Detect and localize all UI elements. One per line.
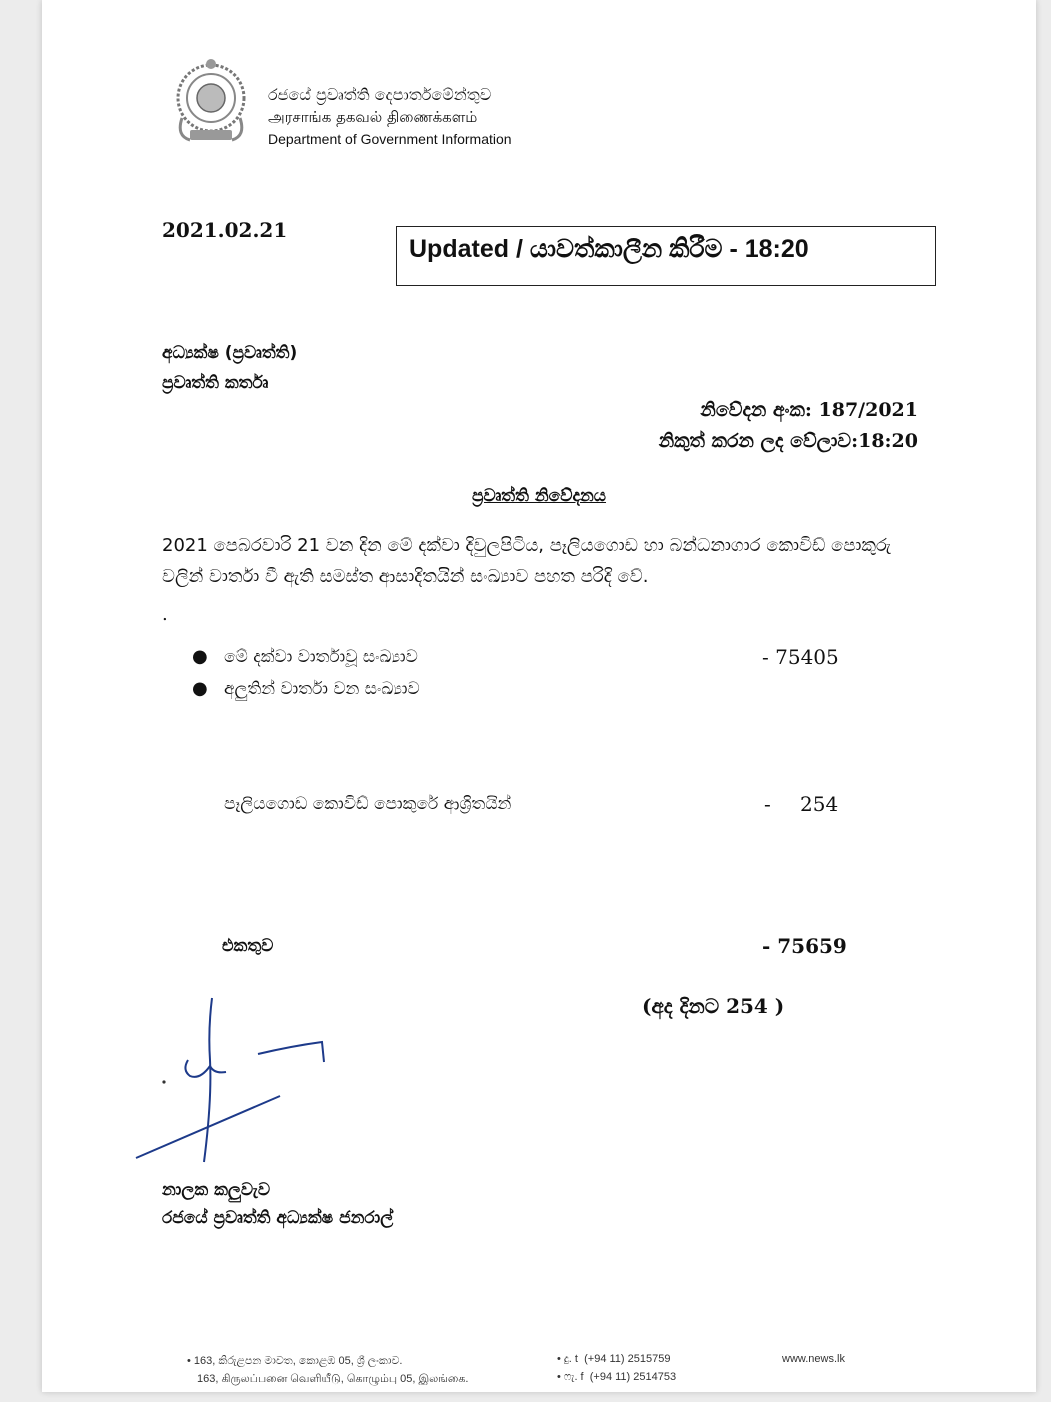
fax-number: (+94 11) 2514753 <box>589 1371 677 1383</box>
bullet-icon: ● <box>192 678 208 699</box>
bullet-icon: • <box>557 1371 564 1383</box>
release-subject: ප්‍රවෘත්ති නිවේදනය <box>471 486 607 506</box>
addressee-line-1: අධ්‍යක්ෂ (ප්‍රවෘත්ති) <box>162 343 298 363</box>
stray-dot: . <box>162 604 168 625</box>
list-item <box>192 646 418 667</box>
item-value: - 75405 <box>762 645 839 669</box>
signatory-block <box>162 1176 393 1232</box>
dept-name-sinhala: රජයේ ප්‍රවෘත්ති දෙපාර්තමේන්තුව <box>268 85 492 104</box>
sub-item-dash: - <box>764 792 771 816</box>
total-label: එකතුව <box>222 936 274 956</box>
reference-block <box>659 395 918 457</box>
bullet-icon: ● <box>192 646 208 667</box>
department-header <box>268 84 512 150</box>
bullet-icon: • <box>187 1355 194 1367</box>
sub-item-value: 254 <box>800 792 839 816</box>
sri-lanka-emblem-icon <box>172 58 250 148</box>
intro-paragraph: 2021 පෙබරවාරි 21 වන දින මේ දක්වා දිවුලපිටිය, පෑලියගොඩ හා බන්ධනාගාර කොවිඩ් පොකුරු වලින් වාර්තා වී ඇති සමස්ත ආසාදිතයින් සංඛ්‍යාව පහත පරිදි වේ. <box>162 535 892 587</box>
footer-address <box>187 1352 468 1388</box>
addressee-block <box>162 338 297 398</box>
release-date: 2021.02.21 <box>162 218 288 242</box>
address-sinhala: 163, කිරුළපන මාවත, කොළඹ 05, ශ්‍රී ලංකාව. <box>193 1355 403 1367</box>
release-number: නිවේදන අංක: 187/2021 <box>700 399 918 421</box>
address-tamil: 163, கிருலப்பனை வெளியீடு, கொழும்பு 05, இலங்கை. <box>197 1373 469 1385</box>
item-label: මේ දක්වා වාර්තාවූ සංඛ්‍යාව <box>224 647 418 667</box>
update-notice-box <box>396 226 936 286</box>
list-item <box>192 678 420 699</box>
bullet-icon: • <box>557 1353 564 1365</box>
signatory-title: රජයේ ප්‍රවෘත්ති අධ්‍යක්ෂ ජනරාල් <box>162 1208 394 1228</box>
phone-number: (+94 11) 2515759 <box>584 1353 671 1365</box>
phone-label: දු. t <box>563 1353 578 1365</box>
fax-label: ෆැ. f <box>563 1371 584 1383</box>
sub-item-label: පෑලියගොඩ කොවිඩ් පොකුරේ ආශ්‍රිතයින් <box>224 794 512 814</box>
today-count: (අද දිනට 254 ) <box>642 994 785 1018</box>
signature <box>130 990 390 1170</box>
release-time: නිකුත් කරන ලද වේලාව:18:20 <box>658 430 918 452</box>
item-label: අලුතින් වාර්තා වන සංඛ්‍යාව <box>224 679 420 699</box>
total-value: - 75659 <box>762 934 847 958</box>
footer-website[interactable]: www.news.lk <box>782 1353 845 1365</box>
document-page <box>42 0 1036 1392</box>
addressee-line-2: ප්‍රවෘත්ති කර්තෘ <box>162 373 269 393</box>
footer-contact <box>557 1350 676 1386</box>
signatory-name: නාලක කලුවැව <box>162 1180 271 1200</box>
dept-name-tamil: அரசாங்க தகவல் திணைக்களம் <box>268 108 478 126</box>
update-notice-text: Updated / යාවත්කාලීන කිරීම - 18:20 <box>409 235 809 263</box>
dept-name-english: Department of Government Information <box>268 131 512 147</box>
